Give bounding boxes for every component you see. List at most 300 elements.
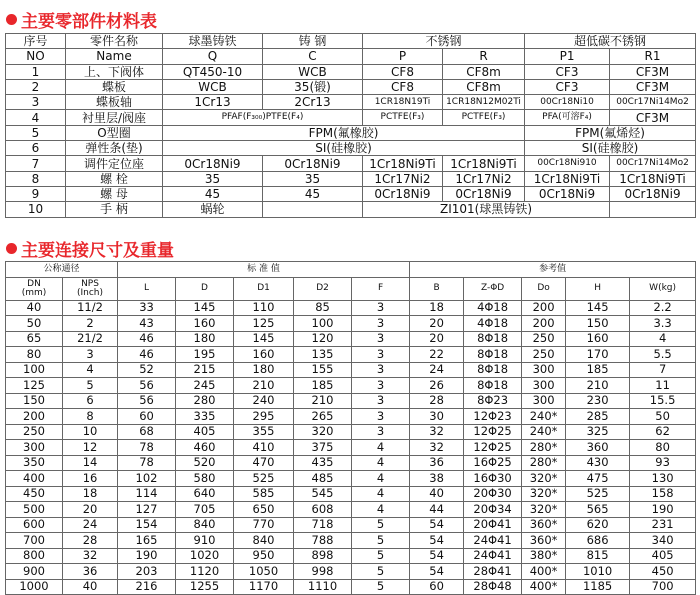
table-cell: PCTFE(F₃) (363, 110, 443, 125)
table-cell: 200 (522, 300, 566, 316)
header-cell: C (263, 49, 363, 64)
sub-header: D1 (234, 277, 294, 300)
table-cell: 150 (566, 316, 630, 332)
table-cell: 手 柄 (66, 202, 163, 217)
table-cell: 686 (566, 533, 630, 549)
table-row (6, 300, 696, 316)
table-cell: PCTFE(F₃) (443, 110, 525, 125)
table-cell: 700 (6, 533, 63, 549)
table-cell: 5 (352, 548, 410, 564)
sub-header: D2 (294, 277, 352, 300)
table-cell: 240* (522, 409, 566, 425)
table-cell: 28Φ41 (464, 564, 522, 580)
table-cell: 32 (63, 548, 118, 564)
table-cell: 280* (522, 440, 566, 456)
table-cell: 608 (294, 502, 352, 518)
table-cell: 80 (630, 440, 696, 456)
table-cell: 26 (410, 378, 464, 394)
table-cell: 35 (263, 171, 363, 186)
table-cell: 00Cr17Ni14Mo2 (610, 95, 696, 110)
table-cell: CF8 (363, 64, 443, 79)
table-cell: 68 (118, 424, 176, 440)
bullet-dot-icon (6, 243, 17, 254)
table-cell: 170 (566, 347, 630, 363)
table-row (6, 110, 696, 125)
header-cell: 超低碳不锈钢 (525, 34, 696, 49)
table-cell: 240 (234, 393, 294, 409)
table-cell: 360* (522, 517, 566, 533)
table-cell: 500 (6, 502, 63, 518)
table-cell: 1170 (234, 579, 294, 595)
table-cell: 54 (410, 517, 464, 533)
table-row (6, 331, 696, 347)
header-cell: 零件名称 (66, 34, 163, 49)
materials-table (5, 33, 696, 218)
table-cell: 165 (118, 533, 176, 549)
table-cell: 调件定位座 (66, 156, 163, 171)
table-cell: 8Φ18 (464, 331, 522, 347)
table-cell: 65 (6, 331, 63, 347)
table-cell: 325 (566, 424, 630, 440)
table-cell: 56 (118, 378, 176, 394)
table-cell: 24 (63, 517, 118, 533)
table-cell: 280 (176, 393, 234, 409)
table-cell: 718 (294, 517, 352, 533)
table-cell: 7 (630, 362, 696, 378)
table-cell (263, 202, 363, 217)
header-cell: 序号 (6, 34, 66, 49)
table-row (6, 347, 696, 363)
table-row (6, 548, 696, 564)
table-cell: 405 (176, 424, 234, 440)
table-cell: O型圈 (66, 125, 163, 140)
table-cell: 4Φ18 (464, 316, 522, 332)
table-cell: 4 (352, 502, 410, 518)
table-cell: 3 (352, 424, 410, 440)
table-cell: 400* (522, 579, 566, 595)
table-cell: 5 (352, 579, 410, 595)
table-cell: 16Φ25 (464, 455, 522, 471)
header-row (6, 49, 696, 64)
table-cell: 1120 (176, 564, 234, 580)
table-cell: 950 (234, 548, 294, 564)
table-cell: 45 (263, 186, 363, 201)
table-cell: 110 (234, 300, 294, 316)
table-cell: 1Cr17Ni2 (363, 171, 443, 186)
table-row (6, 517, 696, 533)
table-cell: 8Φ18 (464, 378, 522, 394)
table-cell: 1CR18N12M02Ti (443, 95, 525, 110)
section-title-materials (6, 7, 157, 32)
table-cell: 00Cr17Ni14Mo2 (610, 156, 696, 171)
table-cell: 450 (630, 564, 696, 580)
table-cell: 22 (410, 347, 464, 363)
table-cell: 100 (294, 316, 352, 332)
table-cell: 6 (63, 393, 118, 409)
table-cell: 200 (522, 316, 566, 332)
table-cell: 4 (6, 110, 66, 125)
table-cell: 54 (410, 533, 464, 549)
section-title-text: 主要零部件材料表 (21, 12, 157, 32)
sub-header: DN (mm) (6, 277, 63, 300)
table-cell: 285 (566, 409, 630, 425)
section-title-dimensions (6, 236, 174, 261)
table-cell: 20Φ34 (464, 502, 522, 518)
table-cell: 545 (294, 486, 352, 502)
table-cell: 50 (6, 316, 63, 332)
sub-header: D (176, 277, 234, 300)
sub-header: NPS (Inch) (63, 277, 118, 300)
sub-header-row (6, 277, 696, 300)
table-cell: 40 (410, 486, 464, 502)
table-row (6, 533, 696, 549)
table-cell: 32 (410, 424, 464, 440)
table-cell: 120 (294, 331, 352, 347)
table-cell: 1Cr18Ni9Ti (363, 156, 443, 171)
table-cell: 0Cr18Ni9 (263, 156, 363, 171)
group-header: 标 准 值 (118, 262, 410, 278)
table-cell: 20Φ30 (464, 486, 522, 502)
table-cell: 102 (118, 471, 176, 487)
table-cell: 300 (6, 440, 63, 456)
table-cell: 900 (6, 564, 63, 580)
table-cell: 130 (630, 471, 696, 487)
table-cell: 1CR18N19Ti (363, 95, 443, 110)
table-cell: WCB (163, 79, 263, 94)
table-cell: 320* (522, 502, 566, 518)
table-cell: CF8 (363, 79, 443, 94)
table-cell: 80 (6, 347, 63, 363)
table-cell: 8Φ18 (464, 362, 522, 378)
table-cell: 230 (566, 393, 630, 409)
table-cell: 150 (6, 393, 63, 409)
table-cell: 280* (522, 455, 566, 471)
header-cell: R1 (610, 49, 696, 64)
table-row (6, 186, 696, 201)
table-cell: 93 (630, 455, 696, 471)
table-cell: 520 (176, 455, 234, 471)
table-cell: 1050 (234, 564, 294, 580)
table-cell: 12 (63, 440, 118, 456)
table-cell: 840 (234, 533, 294, 549)
table-cell: 60 (410, 579, 464, 595)
table-cell: 335 (176, 409, 234, 425)
table-row (6, 171, 696, 186)
table-cell: 640 (176, 486, 234, 502)
table-cell: 145 (234, 331, 294, 347)
table-cell: 3 (352, 409, 410, 425)
table-cell: 460 (176, 440, 234, 456)
table-row (6, 579, 696, 595)
table-cell: 36 (63, 564, 118, 580)
table-cell: 145 (566, 300, 630, 316)
table-cell: 35(锻) (263, 79, 363, 94)
table-cell: 2 (6, 79, 66, 94)
table-cell: 127 (118, 502, 176, 518)
table-cell: 33 (118, 300, 176, 316)
table-cell: 12Φ23 (464, 409, 522, 425)
table-cell: 3 (352, 316, 410, 332)
table-cell: 125 (234, 316, 294, 332)
table-cell: QT450-10 (163, 64, 263, 79)
table-cell: 3 (352, 393, 410, 409)
header-cell: Name (66, 49, 163, 64)
table-row (6, 502, 696, 518)
table-cell: 100 (6, 362, 63, 378)
table-cell: 28 (63, 533, 118, 549)
table-cell: CF3 (525, 64, 610, 79)
table-cell: 9 (6, 186, 66, 201)
table-cell: 320 (294, 424, 352, 440)
table-cell: 195 (176, 347, 234, 363)
table-cell: 135 (294, 347, 352, 363)
table-cell: 180 (234, 362, 294, 378)
table-cell: 1110 (294, 579, 352, 595)
table-cell: 38 (410, 471, 464, 487)
table-cell: 565 (566, 502, 630, 518)
table-cell: 450 (6, 486, 63, 502)
table-row (6, 440, 696, 456)
table-cell: 898 (294, 548, 352, 564)
table-cell: 380* (522, 548, 566, 564)
table-cell: 40 (6, 300, 63, 316)
table-cell: 375 (294, 440, 352, 456)
table-cell: 24Φ41 (464, 548, 522, 564)
table-cell: 3 (352, 347, 410, 363)
table-cell: 50 (630, 409, 696, 425)
table-cell: 2Cr13 (263, 95, 363, 110)
table-cell: 430 (566, 455, 630, 471)
table-cell: 705 (176, 502, 234, 518)
table-cell: 20 (63, 502, 118, 518)
table-cell: 4Φ18 (464, 300, 522, 316)
table-cell: 410 (234, 440, 294, 456)
table-cell: 85 (294, 300, 352, 316)
table-cell: 蝶板轴 (66, 95, 163, 110)
table-cell: 24 (410, 362, 464, 378)
header-cell: 球墨铸铁 (163, 34, 263, 49)
sub-header: W(kg) (630, 277, 696, 300)
table-row (6, 486, 696, 502)
header-cell: 铸 钢 (263, 34, 363, 49)
table-cell: 44 (410, 502, 464, 518)
table-cell: 54 (410, 548, 464, 564)
table-cell: 20 (410, 331, 464, 347)
table-cell: 185 (566, 362, 630, 378)
table-cell: 蜗轮 (163, 202, 263, 217)
table-cell: 4 (630, 331, 696, 347)
table-cell: 18 (410, 300, 464, 316)
table-cell: 525 (566, 486, 630, 502)
table-cell: 14 (63, 455, 118, 471)
table-cell: 245 (176, 378, 234, 394)
table-cell: 160 (234, 347, 294, 363)
table-cell: 2 (63, 316, 118, 332)
table-cell: 620 (566, 517, 630, 533)
table-cell: 00Cr18Ni910 (525, 156, 610, 171)
table-cell: 5.5 (630, 347, 696, 363)
table-cell: FPM(氟橡胶) (163, 125, 525, 140)
table-cell: 250 (522, 331, 566, 347)
table-cell: CF8m (443, 64, 525, 79)
table-row (6, 393, 696, 409)
table-cell: 1000 (6, 579, 63, 595)
table-cell: 998 (294, 564, 352, 580)
table-cell: 435 (294, 455, 352, 471)
table-cell: 216 (118, 579, 176, 595)
header-cell: NO (6, 49, 66, 64)
table-cell: 180 (176, 331, 234, 347)
table-cell: 11 (630, 378, 696, 394)
header-row (6, 34, 696, 49)
table-cell: 10 (63, 424, 118, 440)
table-cell: 240* (522, 424, 566, 440)
table-cell: 衬里层/阀座 (66, 110, 163, 125)
table-row (6, 79, 696, 94)
table-cell: 210 (566, 378, 630, 394)
header-cell: P1 (525, 49, 610, 64)
table-cell: 770 (234, 517, 294, 533)
table-cell: 40 (63, 579, 118, 595)
table-row (6, 202, 696, 217)
table-cell: 0Cr18Ni9 (443, 186, 525, 201)
table-cell: 1010 (566, 564, 630, 580)
table-cell: CF3M (610, 79, 696, 94)
table-cell: 5 (63, 378, 118, 394)
table-row (6, 378, 696, 394)
table-cell: 30 (410, 409, 464, 425)
table-cell: 8Φ23 (464, 393, 522, 409)
table-cell: 360 (566, 440, 630, 456)
table-cell: 470 (234, 455, 294, 471)
table-cell: 840 (176, 517, 234, 533)
table-cell: SI(硅橡胶) (525, 141, 696, 156)
table-cell: 485 (294, 471, 352, 487)
table-cell: 3 (352, 362, 410, 378)
table-cell: 1020 (176, 548, 234, 564)
table-cell: 355 (234, 424, 294, 440)
table-cell: 3 (63, 347, 118, 363)
table-cell: 32 (410, 440, 464, 456)
table-cell: 160 (176, 316, 234, 332)
table-cell: 190 (118, 548, 176, 564)
group-header-row (6, 262, 696, 278)
table-cell: 21/2 (63, 331, 118, 347)
table-cell: 4 (352, 471, 410, 487)
table-cell: 8 (6, 171, 66, 186)
table-cell: 215 (176, 362, 234, 378)
table-cell: 3.3 (630, 316, 696, 332)
table-cell: 0Cr18Ni9 (525, 186, 610, 201)
table-cell: 250 (6, 424, 63, 440)
table-cell: 650 (234, 502, 294, 518)
table-cell: 4 (63, 362, 118, 378)
table-row (6, 424, 696, 440)
table-cell: 54 (410, 564, 464, 580)
table-cell: 788 (294, 533, 352, 549)
table-cell: 6 (6, 141, 66, 156)
sub-header: L (118, 277, 176, 300)
table-cell: 300 (522, 393, 566, 409)
table-cell: 155 (294, 362, 352, 378)
table-cell: 1Cr18Ni9Ti (525, 171, 610, 186)
table-cell: WCB (263, 64, 363, 79)
table-cell: 114 (118, 486, 176, 502)
table-cell: 46 (118, 331, 176, 347)
table-cell: 295 (234, 409, 294, 425)
table-cell: 1 (6, 64, 66, 79)
table-cell: 蝶板 (66, 79, 163, 94)
table-cell: 158 (630, 486, 696, 502)
table-cell: CF3M (610, 110, 696, 125)
table-cell: 1Cr17Ni2 (443, 171, 525, 186)
table-cell: 78 (118, 440, 176, 456)
header-cell: P (363, 49, 443, 64)
table-cell: 231 (630, 517, 696, 533)
table-cell: 60 (118, 409, 176, 425)
table-cell: 320* (522, 486, 566, 502)
table-cell: 210 (234, 378, 294, 394)
table-cell: 1Cr18Ni9Ti (443, 156, 525, 171)
table-cell: 46 (118, 347, 176, 363)
table-cell: 400 (6, 471, 63, 487)
table-cell: 3 (352, 300, 410, 316)
table-cell: 20 (410, 316, 464, 332)
table-cell: 00Cr18Ni10 (525, 95, 610, 110)
bullet-dot-icon (6, 14, 17, 25)
sub-header: Do (522, 277, 566, 300)
table-row (6, 409, 696, 425)
table-cell: 815 (566, 548, 630, 564)
table-cell: 160 (566, 331, 630, 347)
table-row (6, 362, 696, 378)
table-cell: 12Φ25 (464, 424, 522, 440)
table-row (6, 316, 696, 332)
table-cell: 600 (6, 517, 63, 533)
table-cell: 580 (176, 471, 234, 487)
sub-header: Z-ΦD (464, 277, 522, 300)
table-cell: 185 (294, 378, 352, 394)
table-cell: 145 (176, 300, 234, 316)
table-cell: 上、下阀体 (66, 64, 163, 79)
table-cell: 2.2 (630, 300, 696, 316)
table-cell: 475 (566, 471, 630, 487)
table-row (6, 141, 696, 156)
section-title-text: 主要连接尺寸及重量 (21, 241, 174, 261)
table-cell: 78 (118, 455, 176, 471)
table-cell: 0Cr18Ni9 (363, 186, 443, 201)
table-cell: 250 (522, 347, 566, 363)
table-cell: 15.5 (630, 393, 696, 409)
table-cell: SI(硅橡胶) (163, 141, 525, 156)
table-cell: 35 (163, 171, 263, 186)
table-row (6, 455, 696, 471)
table-cell: CF8m (443, 79, 525, 94)
table-cell: 43 (118, 316, 176, 332)
table-cell: 340 (630, 533, 696, 549)
group-header: 公称通径 (6, 262, 118, 278)
table-cell: PFA(可溶F₄) (525, 110, 610, 125)
table-cell: 405 (630, 548, 696, 564)
table-cell: 190 (630, 502, 696, 518)
table-cell: 400* (522, 564, 566, 580)
table-cell: 300 (522, 362, 566, 378)
table-row (6, 64, 696, 79)
table-cell: 10 (6, 202, 66, 217)
table-cell: 203 (118, 564, 176, 580)
table-cell: 320* (522, 471, 566, 487)
table-cell: CF3M (610, 64, 696, 79)
